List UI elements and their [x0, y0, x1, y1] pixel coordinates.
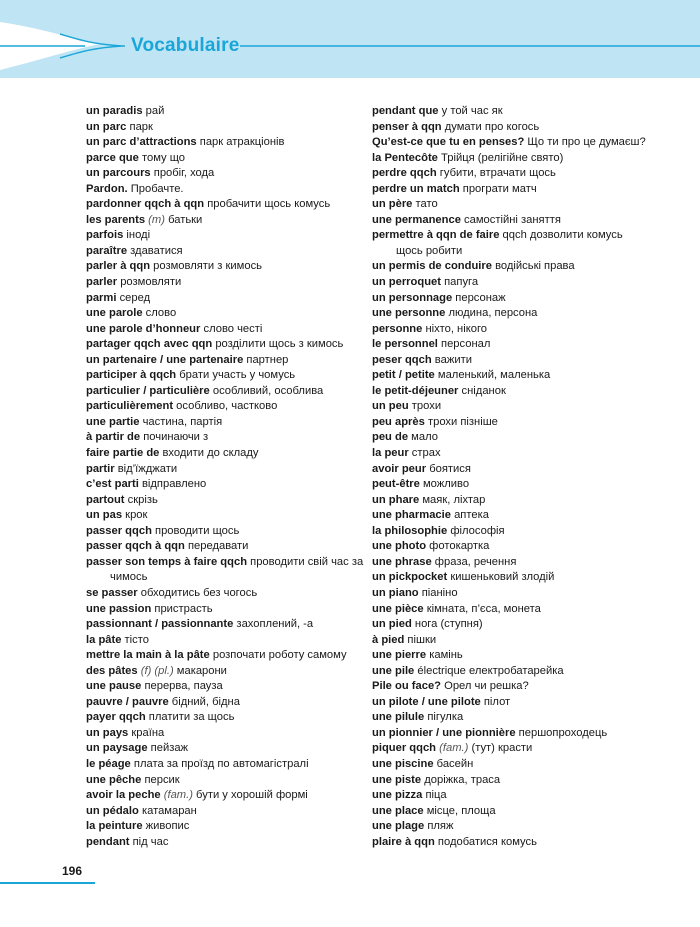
headword: une plage: [372, 820, 425, 833]
headword: une pierre: [372, 649, 427, 662]
translation: пристрасть: [151, 602, 213, 615]
translation: трохи пізніше: [424, 415, 498, 428]
vocabulary-entry: [86, 524, 361, 540]
vocabulary-entry: [86, 337, 361, 353]
translation: страх: [408, 447, 441, 460]
vocabulary-entry: [372, 788, 672, 804]
headword: perdre qqch: [372, 167, 437, 180]
headword: partout: [86, 493, 125, 506]
headword: avoir la peche: [86, 789, 161, 802]
translation: нога (ступня): [411, 618, 483, 631]
headword: parmi: [86, 291, 117, 304]
vocabulary-entry: [86, 710, 361, 726]
vocabulary-entry: [86, 648, 361, 664]
headword: partager qqch avec qqn: [86, 338, 213, 351]
translation: філософія: [447, 524, 505, 537]
vocabulary-entry: [86, 835, 361, 851]
vocabulary-entry: [86, 228, 361, 244]
vocabulary-entry: [372, 710, 672, 726]
headword: une parole d’honneur: [86, 322, 201, 335]
translation: боятися: [426, 462, 471, 475]
header-swoosh-decoration: [0, 0, 700, 78]
vocabulary-entry: [372, 477, 672, 493]
headword: à pied: [372, 633, 405, 646]
headword: un partenaire / une partenaire: [86, 353, 244, 366]
vocabulary-entry: [86, 477, 361, 493]
translation: пляж: [424, 820, 454, 833]
vocabulary-entry: [86, 353, 361, 369]
vocabulary-entry: [86, 570, 361, 586]
vocabulary-entry: [86, 259, 361, 275]
headword: parler: [86, 276, 118, 289]
vocabulary-entry: [372, 508, 672, 524]
vocabulary-entry: [372, 446, 672, 462]
vocabulary-entry: [372, 773, 672, 789]
headword: des pâtes: [86, 664, 138, 677]
translation: водійські права: [491, 260, 575, 273]
vocabulary-entry: [86, 151, 361, 167]
vocabulary-entry: [372, 275, 672, 291]
headword: une pile: [372, 664, 415, 677]
translation: пігулка: [424, 711, 464, 724]
translation: платити за щось: [145, 711, 235, 724]
vocabulary-column-left: [86, 104, 364, 850]
translation: маленький, маленька: [434, 369, 551, 382]
headword: faire partie de: [86, 447, 160, 460]
vocabulary-entry: [86, 197, 361, 213]
vocabulary-entry: [86, 135, 361, 151]
headword: pauvre / pauvre: [86, 695, 169, 708]
translation: передавати: [184, 540, 249, 553]
translation: бути у хорошій формі: [192, 789, 308, 802]
headword: à partir de: [86, 431, 141, 444]
translation: рай: [142, 105, 165, 117]
headword: Pardon.: [86, 182, 128, 195]
vocabulary-entry: [372, 368, 672, 384]
vocabulary-entry: [372, 322, 672, 338]
translation: розпочати роботу самому: [209, 649, 347, 662]
vocabulary-entry: [86, 726, 361, 742]
headword: peu après: [372, 415, 425, 428]
vocabulary-entry: [86, 120, 361, 136]
translation: бідний, бідна: [168, 695, 240, 708]
translation: щось робити: [396, 244, 463, 257]
headword: une pilule: [372, 711, 425, 724]
headword: partir: [86, 462, 115, 475]
headword: une pizza: [372, 789, 423, 802]
translation: макарони: [173, 664, 227, 677]
translation: крок: [122, 509, 148, 522]
headword: le personnel: [372, 338, 438, 351]
vocabulary-entry: [372, 430, 672, 446]
translation: піаніно: [418, 586, 458, 599]
headword: un pilote / une pilote: [372, 695, 481, 708]
headword: paraître: [86, 244, 128, 257]
vocabulary-entry: [372, 570, 672, 586]
footer-rule: [0, 882, 95, 884]
translation: першопроходець: [515, 726, 608, 739]
headword: parler à qqn: [86, 260, 151, 273]
translation: камінь: [426, 649, 463, 662]
translation: мало: [408, 431, 438, 444]
vocabulary-entry: [86, 664, 361, 680]
translation: особливий, особлива: [209, 384, 324, 397]
vocabulary-entry: [86, 322, 361, 338]
headword: Pile ou face?: [372, 680, 442, 693]
translation: місце, площа: [423, 804, 496, 817]
translation: слово честі: [200, 322, 263, 335]
headword: la peinture: [86, 820, 143, 833]
translation: брати участь у чомусь: [176, 369, 296, 382]
vocabulary-entry: [372, 213, 672, 229]
translation: можливо: [419, 478, 470, 491]
headword: passer son temps à faire qqch: [86, 555, 248, 568]
vocabulary-entry: [372, 353, 672, 369]
vocabulary-entry: [86, 586, 361, 602]
vocabulary-entry: [86, 166, 361, 182]
translation: важити: [431, 353, 472, 366]
vocabulary-entry: [372, 602, 672, 618]
translation: живопис: [142, 820, 190, 833]
vocabulary-entry: [86, 446, 361, 462]
translation: людина, персона: [445, 307, 538, 320]
translation: Орел чи решка?: [441, 680, 529, 693]
vocabulary-entry: [372, 493, 672, 509]
vocabulary-entry: [372, 726, 672, 742]
translation: подобатися комусь: [434, 835, 537, 848]
vocabulary-entry: [86, 819, 361, 835]
translation: частина, партія: [139, 415, 223, 428]
translation: думати про когось: [441, 120, 540, 133]
vocabulary-entry: [86, 617, 361, 633]
headword: penser à qqn: [372, 120, 442, 133]
headword: un paysage: [86, 742, 148, 755]
translation: відправлено: [138, 478, 207, 491]
headword: participer à qqch: [86, 369, 177, 382]
headword: pendant que: [372, 105, 439, 117]
headword: passer qqch: [86, 524, 152, 537]
translation: кишеньковий злодій: [447, 571, 555, 584]
translation: Трійця (релігійне свято): [437, 151, 564, 164]
vocabulary-entry: [86, 104, 361, 120]
translation: захоплений, -а: [233, 618, 314, 631]
vocabulary-entry: [372, 120, 672, 136]
headword: une photo: [372, 540, 427, 553]
headword: perdre un match: [372, 182, 460, 195]
vocabulary-entry: [86, 695, 361, 711]
translation: тісто: [121, 633, 149, 646]
headword: petit / petite: [372, 369, 435, 382]
headword: un pas: [86, 509, 123, 522]
translation: фотокартка: [426, 540, 490, 553]
vocabulary-entry: [372, 384, 672, 400]
vocabulary-entry: [86, 741, 361, 757]
headword: passer qqch à qqn: [86, 540, 185, 553]
vocabulary-entry: [86, 182, 361, 198]
translation: піца: [422, 789, 447, 802]
headword: une partie: [86, 415, 140, 428]
vocabulary-entry: [86, 555, 364, 571]
translation: особливо, частково: [173, 400, 278, 413]
translation: у той час як: [438, 105, 503, 117]
headword: pendant: [86, 835, 130, 848]
headword: un pays: [86, 726, 129, 739]
translation: Що ти про це думаєш?: [524, 136, 646, 149]
translation: кімната, п’єса, монета: [423, 602, 541, 615]
translation: фраза, речення: [431, 555, 517, 568]
vocabulary-entry: [372, 648, 672, 664]
vocabulary-entry: [372, 399, 672, 415]
headword: un pédalo: [86, 804, 139, 817]
headword: passionnant / passionnante: [86, 618, 234, 631]
vocabulary-entry: [372, 617, 672, 633]
translation: входити до складу: [159, 447, 259, 460]
headword: une pièce: [372, 602, 424, 615]
translation: розділити щось з кимось: [212, 338, 344, 351]
translation: перерва, пауза: [141, 680, 223, 693]
headword: peut-être: [372, 478, 420, 491]
vocabulary-entry: [372, 804, 672, 820]
vocabulary-entry: [372, 291, 672, 307]
vocabulary-entry: [372, 586, 672, 602]
headword: la pâte: [86, 633, 122, 646]
headword: piquer qqch: [372, 742, 437, 755]
translation: здаватися: [127, 244, 183, 257]
translation: маяк, ліхтар: [419, 493, 486, 506]
vocabulary-entry: [86, 291, 361, 307]
vocabulary-entry: [372, 633, 672, 649]
headword: une passion: [86, 602, 152, 615]
translation: пілот: [480, 695, 511, 708]
translation: сніданок: [458, 384, 506, 397]
vocabulary-entry: [86, 757, 361, 773]
translation: обходитись без чогось: [137, 586, 258, 599]
headword: une place: [372, 804, 424, 817]
translation: пейзаж: [147, 742, 189, 755]
vocabulary-entry: [372, 182, 672, 198]
translation: qqch дозволити комусь: [499, 229, 623, 242]
translation: персонаж: [452, 291, 506, 304]
translation: électrique електробатарейка: [414, 664, 564, 677]
translation: країна: [128, 726, 165, 739]
translation: персонал: [437, 338, 491, 351]
headword: un peu: [372, 400, 409, 413]
vocabulary-entry: [372, 244, 672, 260]
translation: під час: [129, 835, 169, 848]
headword: particulier / particulière: [86, 384, 210, 397]
translation: проводити щось: [151, 524, 240, 537]
headword: mettre la main à la pâte: [86, 649, 210, 662]
translation: ніхто, нікого: [422, 322, 487, 335]
translation: плата за проїзд по автомагістралі: [130, 757, 309, 770]
translation: чимось: [110, 571, 148, 584]
headword: pardonner qqch à qqn: [86, 198, 205, 211]
vocabulary-entry: [86, 368, 361, 384]
translation: розмовляти: [117, 276, 182, 289]
vocabulary-entry: [372, 741, 672, 757]
vocabulary-entry: [372, 259, 672, 275]
headword: parce que: [86, 151, 139, 164]
translation: починаючи з: [140, 431, 209, 444]
vocabulary-entry: [86, 415, 361, 431]
translation: батьки: [164, 213, 203, 226]
headword: se passer: [86, 586, 138, 599]
vocabulary-entry: [86, 430, 361, 446]
headword: un piano: [372, 586, 419, 599]
grammar-note: (fam.): [160, 789, 193, 802]
headword: la Pentecôte: [372, 151, 438, 164]
headword: un permis de conduire: [372, 260, 492, 273]
headword: le péage: [86, 757, 131, 770]
translation: скрізь: [124, 493, 158, 506]
headword: une parole: [86, 307, 143, 320]
vocabulary-entry: [86, 804, 361, 820]
vocabulary-entry: [86, 679, 361, 695]
vocabulary-entry: [86, 399, 361, 415]
translation: самостійні заняття: [460, 213, 561, 226]
grammar-note: (m): [145, 213, 165, 226]
headword: une pause: [86, 680, 142, 693]
vocabulary-entry: [86, 384, 361, 400]
vocabulary-entry: [86, 508, 361, 524]
vocabulary-entry: [372, 415, 672, 431]
vocabulary-entry: [372, 197, 672, 213]
translation: доріжка, траса: [421, 773, 501, 786]
translation: партнер: [243, 353, 289, 366]
vocabulary-entry: [86, 602, 361, 618]
grammar-note: (f) (pl.): [137, 664, 174, 677]
vocabulary-entry: [372, 462, 672, 478]
headword: une piscine: [372, 757, 434, 770]
translation: проводити свій час за: [247, 555, 364, 568]
headword: une personne: [372, 307, 446, 320]
vocabulary-entry: [86, 213, 361, 229]
translation: розмовляти з кимось: [150, 260, 262, 273]
headword: le petit-déjeuner: [372, 384, 459, 397]
headword: avoir peur: [372, 462, 427, 475]
translation: іноді: [123, 229, 151, 242]
vocabulary-column-right: [372, 104, 672, 850]
headword: particulièrement: [86, 400, 174, 413]
translation: парк: [126, 120, 153, 133]
headword: un paradis: [86, 105, 143, 117]
page-number: 196: [62, 864, 83, 878]
headword: c’est parti: [86, 478, 139, 491]
translation: від’їжджати: [114, 462, 178, 475]
translation: програти матч: [459, 182, 537, 195]
vocabulary-entry: [86, 493, 361, 509]
vocabulary-entry: [372, 135, 672, 151]
translation: Пробачте.: [127, 182, 184, 195]
headword: un parcours: [86, 167, 151, 180]
vocabulary-entry: [372, 757, 672, 773]
headword: personne: [372, 322, 423, 335]
headword: une phrase: [372, 555, 432, 568]
translation: басейн: [433, 757, 474, 770]
translation: слово: [142, 307, 177, 320]
translation: катамаран: [138, 804, 197, 817]
headword: une piste: [372, 773, 422, 786]
headword: peser qqch: [372, 353, 432, 366]
headword: plaire à qqn: [372, 835, 435, 848]
headword: un pionnier / une pionnière: [372, 726, 516, 739]
translation: (тут) красти: [468, 742, 533, 755]
vocabulary-entry: [372, 835, 672, 851]
vocabulary-entry: [86, 275, 361, 291]
vocabulary-entry: [86, 788, 361, 804]
headword: un pied: [372, 618, 412, 631]
vocabulary-entry: [372, 306, 672, 322]
header-band: [0, 0, 700, 78]
translation: тому що: [138, 151, 186, 164]
vocabulary-entry: [372, 679, 672, 695]
headword: une permanence: [372, 213, 461, 226]
headword: un parc: [86, 120, 127, 133]
translation: парк атракціонів: [196, 136, 285, 149]
headword: les parents: [86, 213, 146, 226]
vocabulary-entry: [372, 104, 672, 120]
headword: un père: [372, 198, 413, 211]
translation: папуга: [441, 276, 479, 289]
headword: Qu’est-ce que tu en penses?: [372, 136, 525, 149]
headword: la philosophie: [372, 524, 448, 537]
grammar-note: (fam.): [436, 742, 469, 755]
headword: un parc d’attractions: [86, 136, 197, 149]
vocabulary-entry: [372, 819, 672, 835]
translation: персик: [141, 773, 180, 786]
headword: permettre à qqn de faire: [372, 229, 500, 242]
vocabulary-entry: [372, 524, 672, 540]
vocabulary-entry: [86, 633, 361, 649]
headword: un personnage: [372, 291, 453, 304]
vocabulary-entry: [372, 664, 672, 680]
headword: une pharmacie: [372, 509, 451, 522]
vocabulary-entry: [372, 166, 672, 182]
translation: серед: [116, 291, 151, 304]
translation: пробачити щось комусь: [204, 198, 331, 211]
headword: parfois: [86, 229, 124, 242]
vocabulary-entry: [86, 306, 361, 322]
vocabulary-entry: [372, 151, 672, 167]
vocabulary-entry: [372, 539, 672, 555]
headword: peu de: [372, 431, 409, 444]
vocabulary-entry: [86, 773, 361, 789]
translation: тато: [412, 198, 438, 211]
headword: payer qqch: [86, 711, 146, 724]
vocabulary-entry: [372, 337, 672, 353]
headword: une pêche: [86, 773, 142, 786]
headword: un perroquet: [372, 276, 441, 289]
vocabulary-entry: [372, 555, 672, 571]
vocabulary-entry: [86, 539, 361, 555]
vocabulary-entry: [86, 462, 361, 478]
translation: пробіг, хода: [150, 167, 215, 180]
headword: la peur: [372, 447, 409, 460]
vocabulary-entry: [372, 228, 672, 244]
vocabulary-entry: [86, 244, 361, 260]
headword: un phare: [372, 493, 420, 506]
translation: трохи: [408, 400, 442, 413]
translation: аптека: [450, 509, 489, 522]
headword: un pickpocket: [372, 571, 448, 584]
translation: губити, втрачати щось: [436, 167, 556, 180]
vocabulary-entry: [372, 695, 672, 711]
translation: пішки: [404, 633, 437, 646]
page-title: Vocabulaire: [131, 35, 240, 56]
